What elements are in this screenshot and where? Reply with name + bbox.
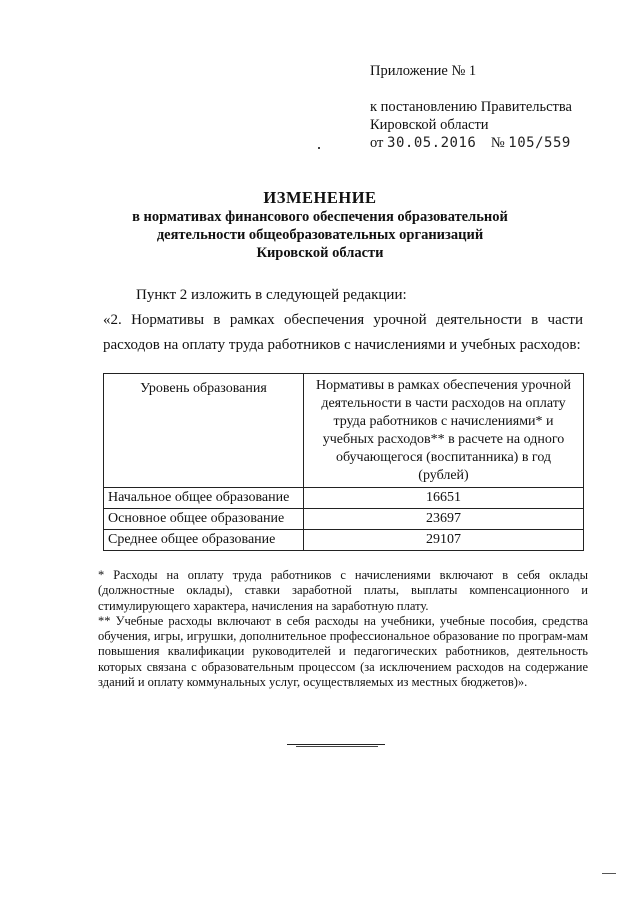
header-norm-line: учебных расходов** в расчете на одного xyxy=(322,432,565,447)
table-row xyxy=(104,509,584,530)
header-norm-line: деятельности в части расходов на оплату xyxy=(321,396,566,411)
title-sub-2: деятельности общеобразовательных организаций xyxy=(156,227,484,243)
row-value: 29107 xyxy=(304,530,584,551)
end-rule-underline xyxy=(296,746,378,747)
table-row xyxy=(104,530,584,551)
decree-number: 105/559 xyxy=(508,135,571,151)
table-row xyxy=(104,488,584,509)
row-level: Основное общее образование xyxy=(104,509,304,530)
row-level: Начальное общее образование xyxy=(104,488,304,509)
header-norm-line: труда работников с начислениями* и xyxy=(333,414,554,429)
norms-table xyxy=(103,373,584,551)
appendix-date-line xyxy=(370,134,572,152)
speck xyxy=(318,147,320,149)
intro-paragraph: Пункт 2 изложить в следующей редакции: xyxy=(136,287,407,303)
appendix-number: Приложение № 1 xyxy=(370,63,477,79)
title-main: ИЗМЕНЕНИЕ xyxy=(263,188,377,207)
item-paragraph-line-1: «2. Нормативы в рамках обеспечения урочной деятельности в части xyxy=(103,312,583,328)
header-norm-line: обучающегося (воспитанника) в год xyxy=(335,450,552,465)
corner-mark xyxy=(602,873,616,874)
footnote-2: ** Учебные расходы включают в себя расходы на учебники, учебные пособия, средства обучения, игры, игрушки, дополнительное профессиональное образование по програм-мам повышения квалификации руководителей и педагогических работников, деятельность которых связана с образовательным процессом (за исключением расходов на содержание зданий и оплату коммунальных услуг, осуществляемых из местных бюджетов)». xyxy=(98,613,588,690)
from-prefix: от xyxy=(370,135,384,151)
end-rule xyxy=(287,744,385,745)
footnote-1: * Расходы на оплату труда работников с начислениями включают в себя оклады (должностные оклады), ставки заработной платы, выплаты компенсационного и стимулирующего характера, начисления на заработную плату. xyxy=(98,568,588,613)
header-norm-line: Нормативы в рамках обеспечения урочной xyxy=(315,378,572,393)
title-sub-3: Кировской области xyxy=(256,245,384,261)
header-norm-line: (рублей) xyxy=(418,468,469,483)
document-title xyxy=(100,188,540,262)
row-level: Среднее общее образование xyxy=(104,530,304,551)
appendix-decree-ref: к постановлению Правительства xyxy=(370,99,572,115)
header-norm xyxy=(304,374,584,488)
appendix-region: Кировской области xyxy=(370,117,489,133)
footnotes xyxy=(98,568,588,690)
header-level: Уровень образования xyxy=(104,374,304,488)
table-header-row xyxy=(104,374,584,488)
appendix-block xyxy=(370,62,572,152)
row-value: 16651 xyxy=(304,488,584,509)
decree-date: 30.05.2016 xyxy=(387,135,477,151)
number-prefix: № xyxy=(490,135,505,151)
item-paragraph-line-2: расходов на оплату труда работников с начислениями и учебных расходов: xyxy=(103,337,581,353)
title-sub-1: в нормативах финансового обеспечения образовательной xyxy=(132,209,508,225)
row-value: 23697 xyxy=(304,509,584,530)
